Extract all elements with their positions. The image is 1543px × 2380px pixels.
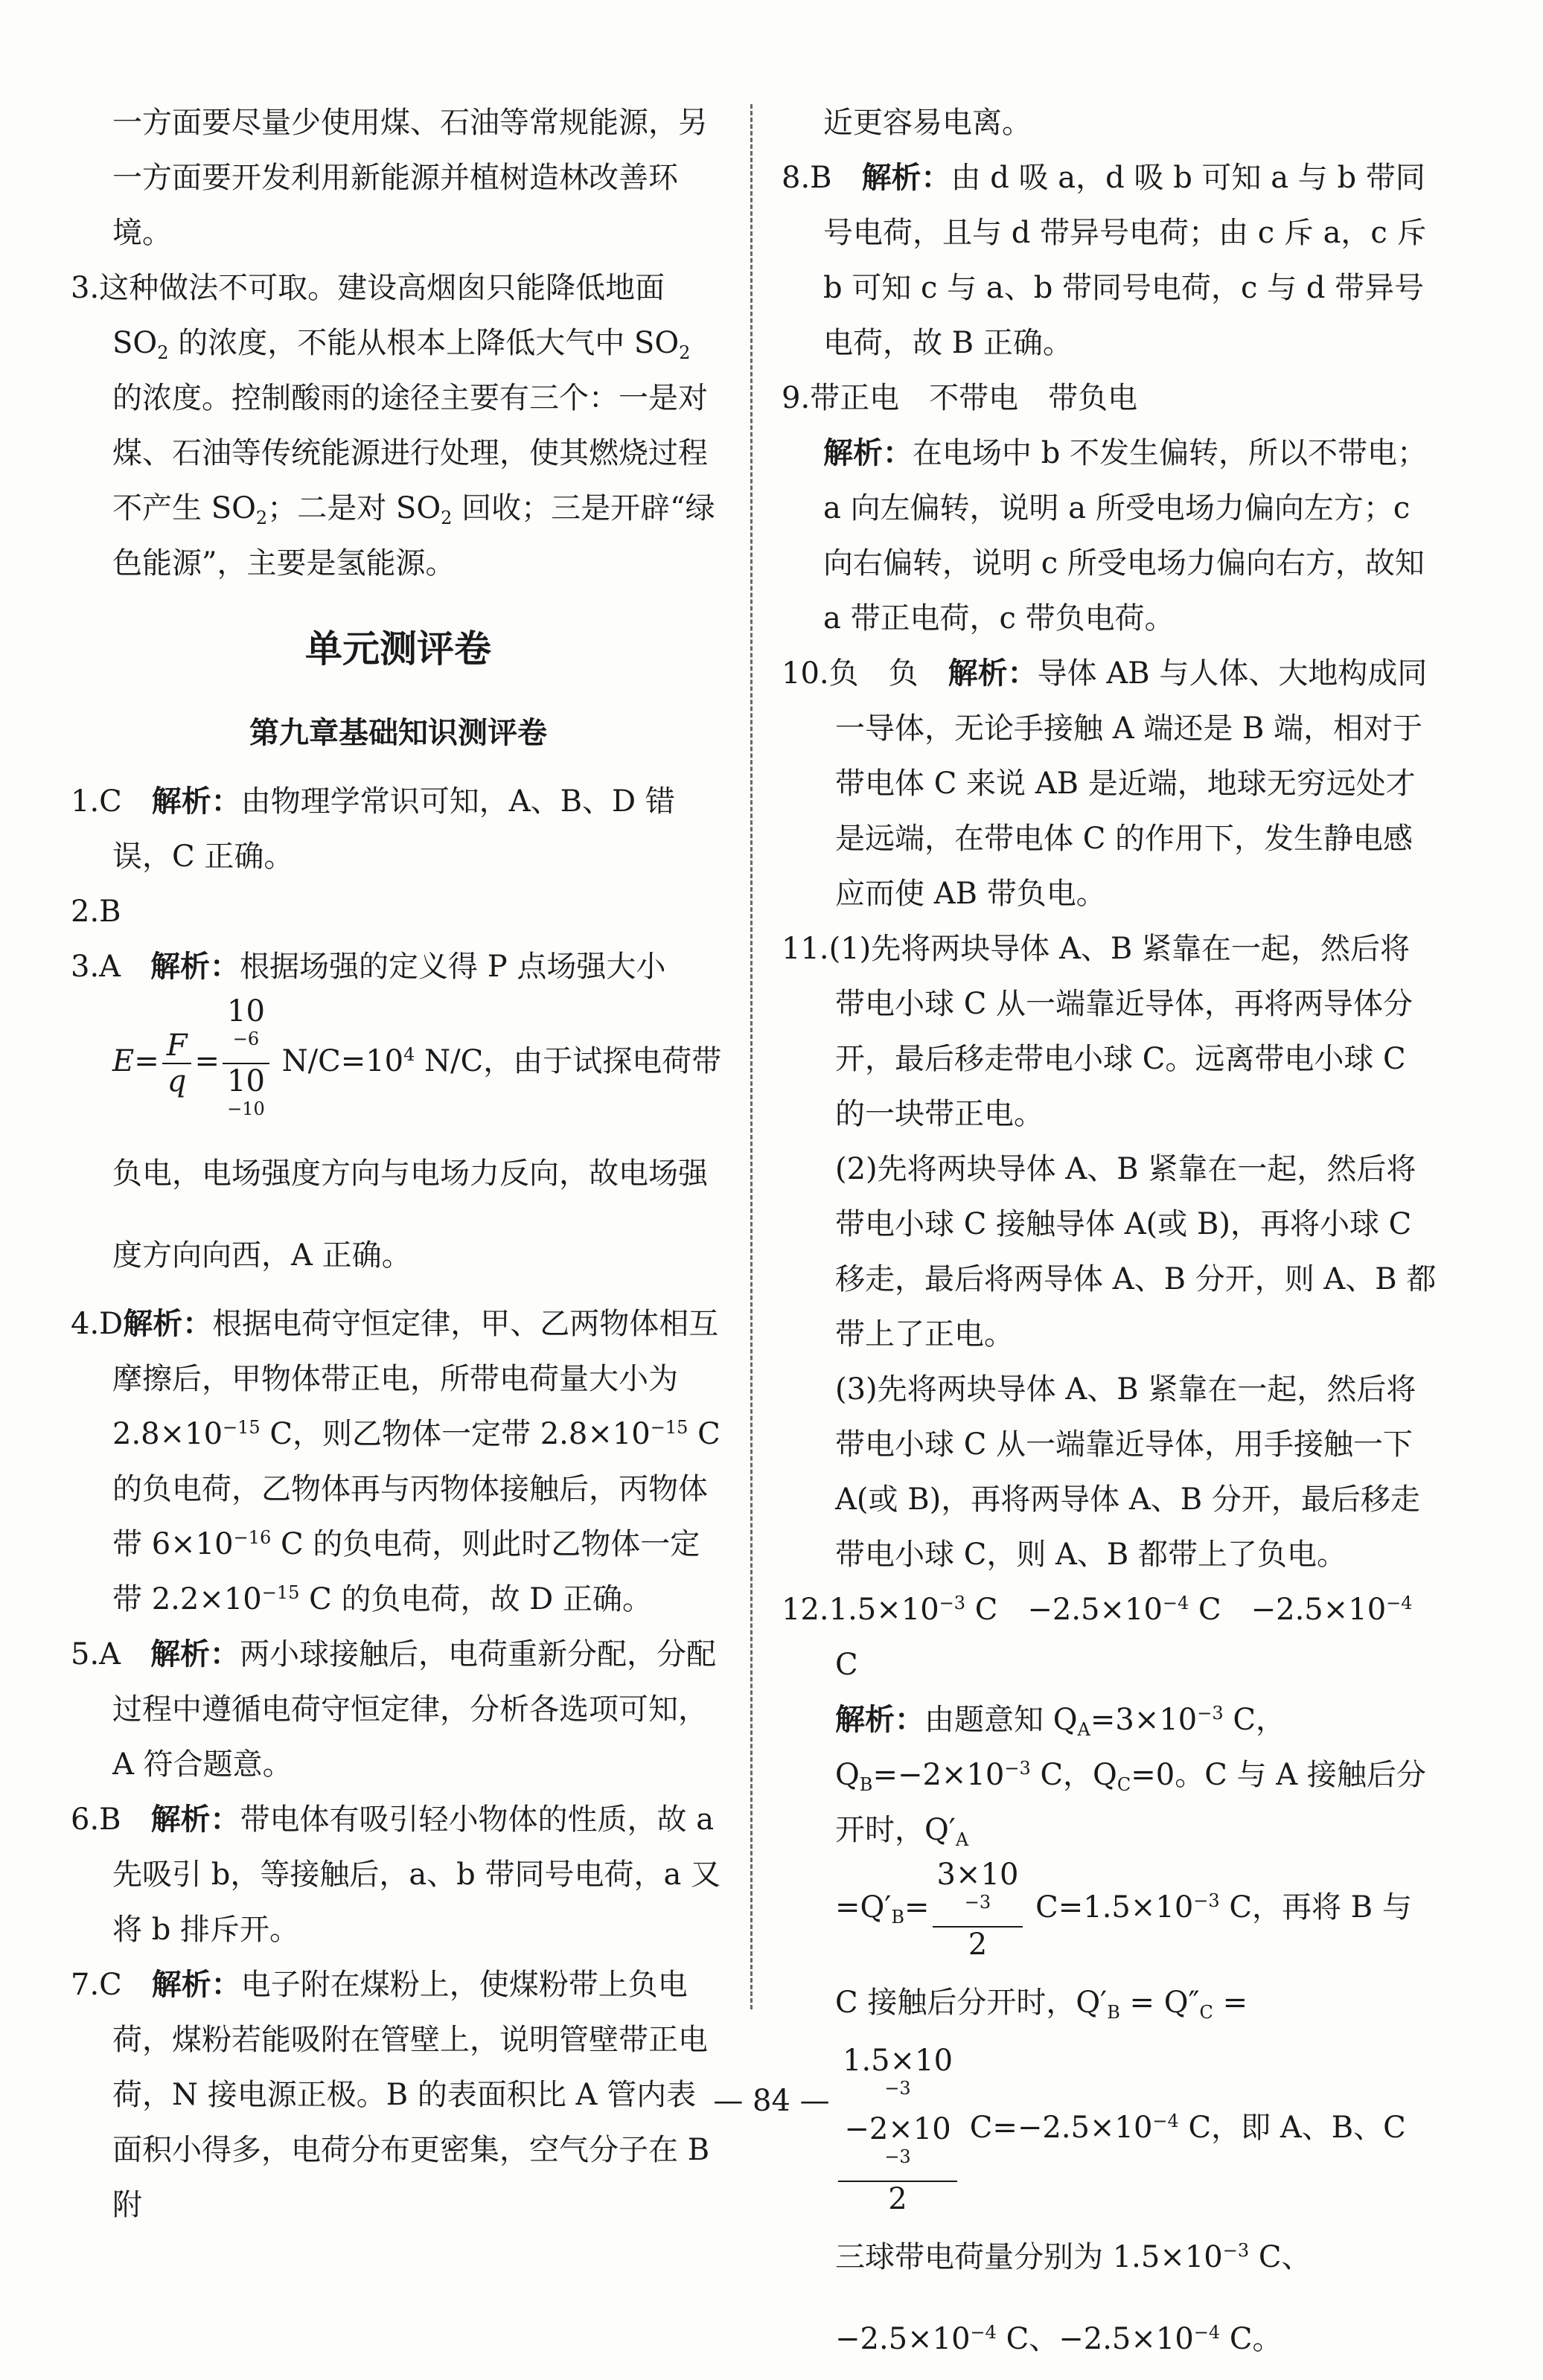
answer-10 <box>782 646 1437 921</box>
column-divider <box>750 104 753 2009</box>
subscript: B <box>891 1907 905 1928</box>
text: =−2×10 <box>872 1758 1005 1792</box>
exponent: −4 <box>1386 1593 1413 1613</box>
answer-5 <box>71 1627 726 1792</box>
question-number: 6.B <box>71 1802 121 1837</box>
base: 10 <box>227 994 265 1029</box>
text: C 的负电荷，故 D 正确。 <box>299 1582 652 1616</box>
base: 1.5×10 <box>843 2044 953 2078</box>
exponent: −3 <box>884 2146 911 2167</box>
exponent: −4 <box>1162 1593 1189 1613</box>
analysis-label: 解析： <box>835 1703 924 1737</box>
text: N/C=10 <box>272 1044 404 1078</box>
numerator: F <box>162 1029 192 1064</box>
text: = <box>1213 1986 1248 2020</box>
formula-line <box>71 994 726 1296</box>
formula-text: = <box>194 1044 220 1078</box>
text: =3×10 <box>1090 1703 1198 1737</box>
fraction <box>933 1858 1023 1962</box>
text: C，再将 B 与 C 接触后分开时，Q′ <box>835 1890 1412 2020</box>
analysis-label: 解析： <box>151 784 241 819</box>
fraction-values <box>223 994 269 1133</box>
analysis-label: 解析： <box>948 656 1038 691</box>
analysis-label: 解析： <box>150 1802 240 1837</box>
question-number: 10.负 负 <box>782 656 948 691</box>
text: N/C，由于试探电荷带负电，电场强度方向与电场力反向，故电场强度方向向西，A 正确。 <box>112 1044 722 1273</box>
exponent: −15 <box>223 1417 261 1438</box>
exponent: −15 <box>261 1582 300 1603</box>
text: 根据场强的定义得 P 点场强大小 <box>240 950 666 984</box>
text: (1)先将两块导体 A、B 紧靠在一起，然后将带电小球 C 从一端靠近导体，再将两导体分开，最后移走带电小球 C。远离带电小球 C 的一块带正电。 <box>828 932 1413 1131</box>
analysis-label: 解析： <box>823 436 913 470</box>
exponent: −4 <box>970 2322 997 2343</box>
paragraph-continued: 近更容易电离。 <box>823 106 1032 140</box>
answer-4 <box>71 1296 726 1627</box>
analysis-label: 解析： <box>150 950 240 984</box>
answer-12-formula-1 <box>782 1858 1437 2044</box>
answer-2: 2.B <box>71 895 121 929</box>
text: C，即 A、B、C 三球带电荷量分别为 1.5×10 <box>835 2111 1406 2274</box>
text: C=−2.5×10 <box>960 2111 1153 2145</box>
answer-11-part-1 <box>782 921 1437 1142</box>
analysis-label: 解析： <box>151 1968 241 2002</box>
question-number: 4.D <box>71 1307 124 1341</box>
denominator: 2 <box>968 1928 988 1962</box>
exponent: −3 <box>1193 1890 1220 1911</box>
section-subtitle: 第九章基础知识测评卷 <box>249 716 547 750</box>
exponent: −10 <box>227 1098 265 1119</box>
question-number: 1.C <box>71 784 122 819</box>
subscript: C <box>1116 1774 1131 1795</box>
answer-11-part-3: (3)先将两块导体 A、B 紧靠在一起，然后将带电小球 C 从一端靠近导体，用手接触一下 A(或 B)，再将两导体 A、B 分开，最后移走带电小球 C，则 A、B 都带上了负电。 <box>835 1372 1420 1572</box>
answer-3 <box>71 939 726 994</box>
answer-11-part-2: (2)先将两块导体 A、B 紧靠在一起，然后将带电小球 C 接触导体 A(或 B)，再将小球 C 移走，最后将两导体 A、B 分开，则 A、B 都带上了正电。 <box>835 1152 1437 1351</box>
text: = <box>904 1890 930 1925</box>
answer-6 <box>71 1792 726 1957</box>
text: = Q″ <box>1119 1986 1200 2020</box>
text: C。 <box>1220 2322 1282 2356</box>
formula-text: E= <box>112 1044 159 1078</box>
fraction <box>838 2044 957 2216</box>
text: 带电体有吸引轻小物体的性质，故 a 先吸引 b，等接触后，a、b 带同号电荷，a 又将 b 排斥开。 <box>112 1802 721 1947</box>
numerator <box>223 994 269 1064</box>
base: −2×10 <box>844 2112 951 2146</box>
text: C，Q <box>1030 1758 1117 1792</box>
answer-3-environment <box>71 260 726 591</box>
answer-12 <box>782 1582 1437 1692</box>
answer-9-analysis <box>782 426 1437 646</box>
exponent: −16 <box>233 1527 272 1548</box>
exponent: −6 <box>232 1029 260 1049</box>
exponent: −4 <box>1193 2322 1221 2343</box>
text: C <box>835 1648 858 1682</box>
question-number: 3.A <box>71 950 121 984</box>
left-column <box>71 95 726 2233</box>
answer-9: 9.带正电 不带电 带负电 <box>782 381 1138 415</box>
analysis-label: 解析： <box>861 161 951 195</box>
base: 3×10 <box>936 1858 1019 1892</box>
text: 电子附在煤粉上，使煤粉带上负电荷，煤粉若能吸附在管壁上，说明管壁带正电荷，N 接电源正极。B 的表面积比 A 管内表面积小得多，电荷分布更密集，空气分子在 B 附 <box>112 1968 710 2222</box>
text: 由题意知 Q <box>924 1703 1078 1737</box>
text: 的浓度，不能从根本上降低大气中 SO <box>168 326 680 360</box>
question-number: 7.C <box>71 1968 122 2002</box>
exponent: −3 <box>1197 1703 1224 1724</box>
answer-1 <box>71 774 726 884</box>
exponent: −3 <box>1004 1758 1031 1779</box>
text: 回收；三是开辟“绿色能源”，主要是氢能源。 <box>112 491 715 580</box>
subscript: B <box>1107 2002 1120 2023</box>
analysis-label: 解析： <box>150 1637 240 1672</box>
question-number: 11. <box>782 932 829 966</box>
text: C，则乙物体一定带 2.8×10 <box>260 1417 651 1451</box>
right-column <box>782 95 1437 2380</box>
subscript: 2 <box>157 342 169 363</box>
text: 两小球接触后，电荷重新分配，分配过程中遵循电荷守恒定律，分析各选项可知，A 符合题意。 <box>112 1637 717 1782</box>
denominator: q <box>167 1064 187 1098</box>
denominator: 2 <box>888 2182 907 2216</box>
base: 10 <box>227 1064 265 1098</box>
exponent: −4 <box>1152 2111 1179 2131</box>
numerator <box>933 1858 1023 1928</box>
subscript: B <box>859 1774 873 1795</box>
text: 由 d 吸 a，d 吸 b 可知 a 与 b 带同号电荷，且与 d 带异号电荷；由 c 斥 a，c 斥 b 可知 c 与 a、b 带同号电荷，c 与 d 带异号电荷，故 B 正确。 <box>823 161 1427 360</box>
paragraph-continued <box>71 95 726 260</box>
text: 导体 AB 与人体、大地构成同一导体，无论手接触 A 端还是 B 端，相对于带电体 C 来说 AB 是近端，地球无穷远处才是远端，在带电体 C 的作用下，发生静电感应而使 AB 带负电。 <box>835 656 1428 911</box>
text: C、−2.5×10 <box>835 2240 1312 2356</box>
page-number: — 84 — <box>713 2084 830 2118</box>
fraction-f-over-q <box>162 1029 192 1098</box>
text: 这种做法不可取。建设高烟囱只能降低地面 SO <box>99 271 665 360</box>
text: 的浓度。控制酸雨的途径主要有三个：一是对煤、石油等传统能源进行处理，使其燃烧过程不产生 SO <box>112 381 708 525</box>
exponent: −3 <box>884 2078 911 2099</box>
text: 12.1.5×10 <box>782 1593 939 1627</box>
subscript: 2 <box>441 508 453 528</box>
text: C=1.5×10 <box>1026 1890 1194 1925</box>
question-number: 3. <box>71 271 100 305</box>
answer-12-analysis <box>782 1692 1437 1858</box>
text: 一方面要尽量少使用煤、石油等常规能源，另一方面要开发利用新能源并植树造林改善环境。 <box>112 106 708 250</box>
subscript: A <box>1077 1719 1090 1740</box>
text: ；二是对 SO <box>267 491 441 525</box>
exponent: −3 <box>1222 2240 1250 2261</box>
question-number: 8.B <box>782 161 832 195</box>
text: 根据电荷守恒定律，甲、乙两物体相互摩擦后，甲物体带正电，所带电荷量大小为 2.8×10 <box>112 1307 719 1451</box>
subscript: A <box>955 1829 969 1850</box>
subscript: C <box>1199 2002 1213 2023</box>
question-number: 5.A <box>71 1637 121 1672</box>
text: C −2.5×10 <box>965 1593 1163 1627</box>
text: C −2.5×10 <box>1189 1593 1387 1627</box>
text: =0。C 与 A 接触后分开时，Q′ <box>835 1758 1426 1847</box>
answer-8 <box>782 150 1437 371</box>
exponent: −3 <box>939 1593 966 1613</box>
section-title: 单元测评卷 <box>305 627 491 671</box>
denominator <box>223 1064 269 1133</box>
exponent: −3 <box>964 1892 991 1913</box>
analysis-label: 解析： <box>123 1307 213 1341</box>
exponent: 4 <box>403 1044 415 1065</box>
exponent: −15 <box>650 1417 689 1438</box>
text: C、−2.5×10 <box>996 2322 1194 2356</box>
text: C 的负电荷，则此时乙物体一定带 2.2×10 <box>112 1527 700 1616</box>
text: C 的负电荷，乙物体再与丙物体接触后，丙物体带 6×10 <box>112 1417 721 1561</box>
subscript: 2 <box>255 508 268 528</box>
text: C，Q <box>835 1703 1285 1792</box>
text: 在电场中 b 不发生偏转，所以不带电；a 向左偏转，说明 a 所受电场力偏向左方；c 向右偏转，说明 c 所受电场力偏向右方，故知 a 带正电荷，c 带负电荷。 <box>823 436 1428 636</box>
text: =Q′ <box>835 1890 892 1925</box>
subscript: 2 <box>679 342 691 363</box>
text: 由物理学常识可知，A、B、D 错误，C 正确。 <box>112 784 675 874</box>
